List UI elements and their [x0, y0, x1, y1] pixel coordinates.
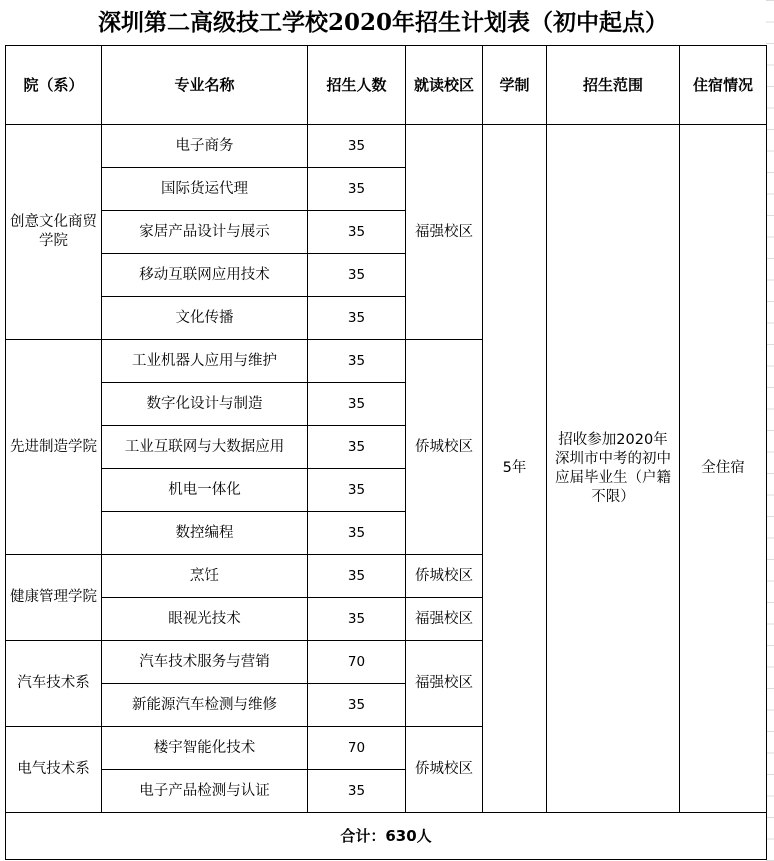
header-row	[6, 46, 767, 125]
count-cell: 35	[308, 340, 406, 383]
department-cell: 汽车技术系	[6, 641, 102, 727]
major-cell: 机电一体化	[102, 469, 308, 512]
header-count: 招生人数	[308, 46, 406, 125]
count-cell: 35	[308, 125, 406, 168]
header-major: 专业名称	[102, 46, 308, 125]
page-title: 深圳第二高级技工学校2020年招生计划表（初中起点）	[97, 9, 668, 36]
count-cell: 35	[308, 168, 406, 211]
count-cell: 35	[308, 598, 406, 641]
campus-cell: 侨城校区	[406, 340, 483, 555]
major-cell: 文化传播	[102, 297, 308, 340]
department-cell: 先进制造学院	[6, 340, 102, 555]
major-cell: 工业互联网与大数据应用	[102, 426, 308, 469]
department-cell: 健康管理学院	[6, 555, 102, 641]
count-cell: 70	[308, 641, 406, 684]
major-cell: 新能源汽车检测与维修	[102, 684, 308, 727]
major-cell: 家居产品设计与展示	[102, 211, 308, 254]
enrollment-table	[5, 45, 767, 860]
count-cell: 35	[308, 211, 406, 254]
accommodation-cell: 全住宿	[680, 125, 767, 813]
header-department: 院（系）	[6, 46, 102, 125]
major-cell: 数控编程	[102, 512, 308, 555]
major-cell: 汽车技术服务与营销	[102, 641, 308, 684]
header-scope: 招生范围	[547, 46, 680, 125]
header-campus: 就读校区	[406, 46, 483, 125]
campus-cell: 侨城校区	[406, 727, 483, 813]
campus-cell: 福强校区	[406, 598, 483, 641]
campus-cell: 侨城校区	[406, 555, 483, 598]
count-cell: 35	[308, 770, 406, 813]
duration-cell: 5年	[483, 125, 547, 813]
count-cell: 35	[308, 469, 406, 512]
major-cell: 眼视光技术	[102, 598, 308, 641]
count-cell: 35	[308, 426, 406, 469]
campus-cell: 福强校区	[406, 125, 483, 340]
header-accommodation: 住宿情况	[680, 46, 767, 125]
campus-cell: 福强校区	[406, 641, 483, 727]
spreadsheet-gridlines	[766, 0, 774, 861]
major-cell: 烹饪	[102, 555, 308, 598]
major-cell: 楼宇智能化技术	[102, 727, 308, 770]
total-row	[6, 813, 767, 860]
table-row	[6, 125, 767, 168]
count-cell: 35	[308, 512, 406, 555]
major-cell: 电子商务	[102, 125, 308, 168]
scope-cell: 招收参加2020年深圳市中考的初中应届毕业生（户籍不限）	[547, 125, 680, 813]
department-cell: 电气技术系	[6, 727, 102, 813]
total-cell: 合计：630人	[6, 813, 767, 860]
department-cell: 创意文化商贸学院	[6, 125, 102, 340]
count-cell: 35	[308, 684, 406, 727]
count-cell: 35	[308, 254, 406, 297]
count-cell: 35	[308, 555, 406, 598]
major-cell: 数字化设计与制造	[102, 383, 308, 426]
count-cell: 35	[308, 297, 406, 340]
major-cell: 电子产品检测与认证	[102, 770, 308, 813]
major-cell: 移动互联网应用技术	[102, 254, 308, 297]
major-cell: 国际货运代理	[102, 168, 308, 211]
count-cell: 70	[308, 727, 406, 770]
header-duration: 学制	[483, 46, 547, 125]
major-cell: 工业机器人应用与维护	[102, 340, 308, 383]
count-cell: 35	[308, 383, 406, 426]
